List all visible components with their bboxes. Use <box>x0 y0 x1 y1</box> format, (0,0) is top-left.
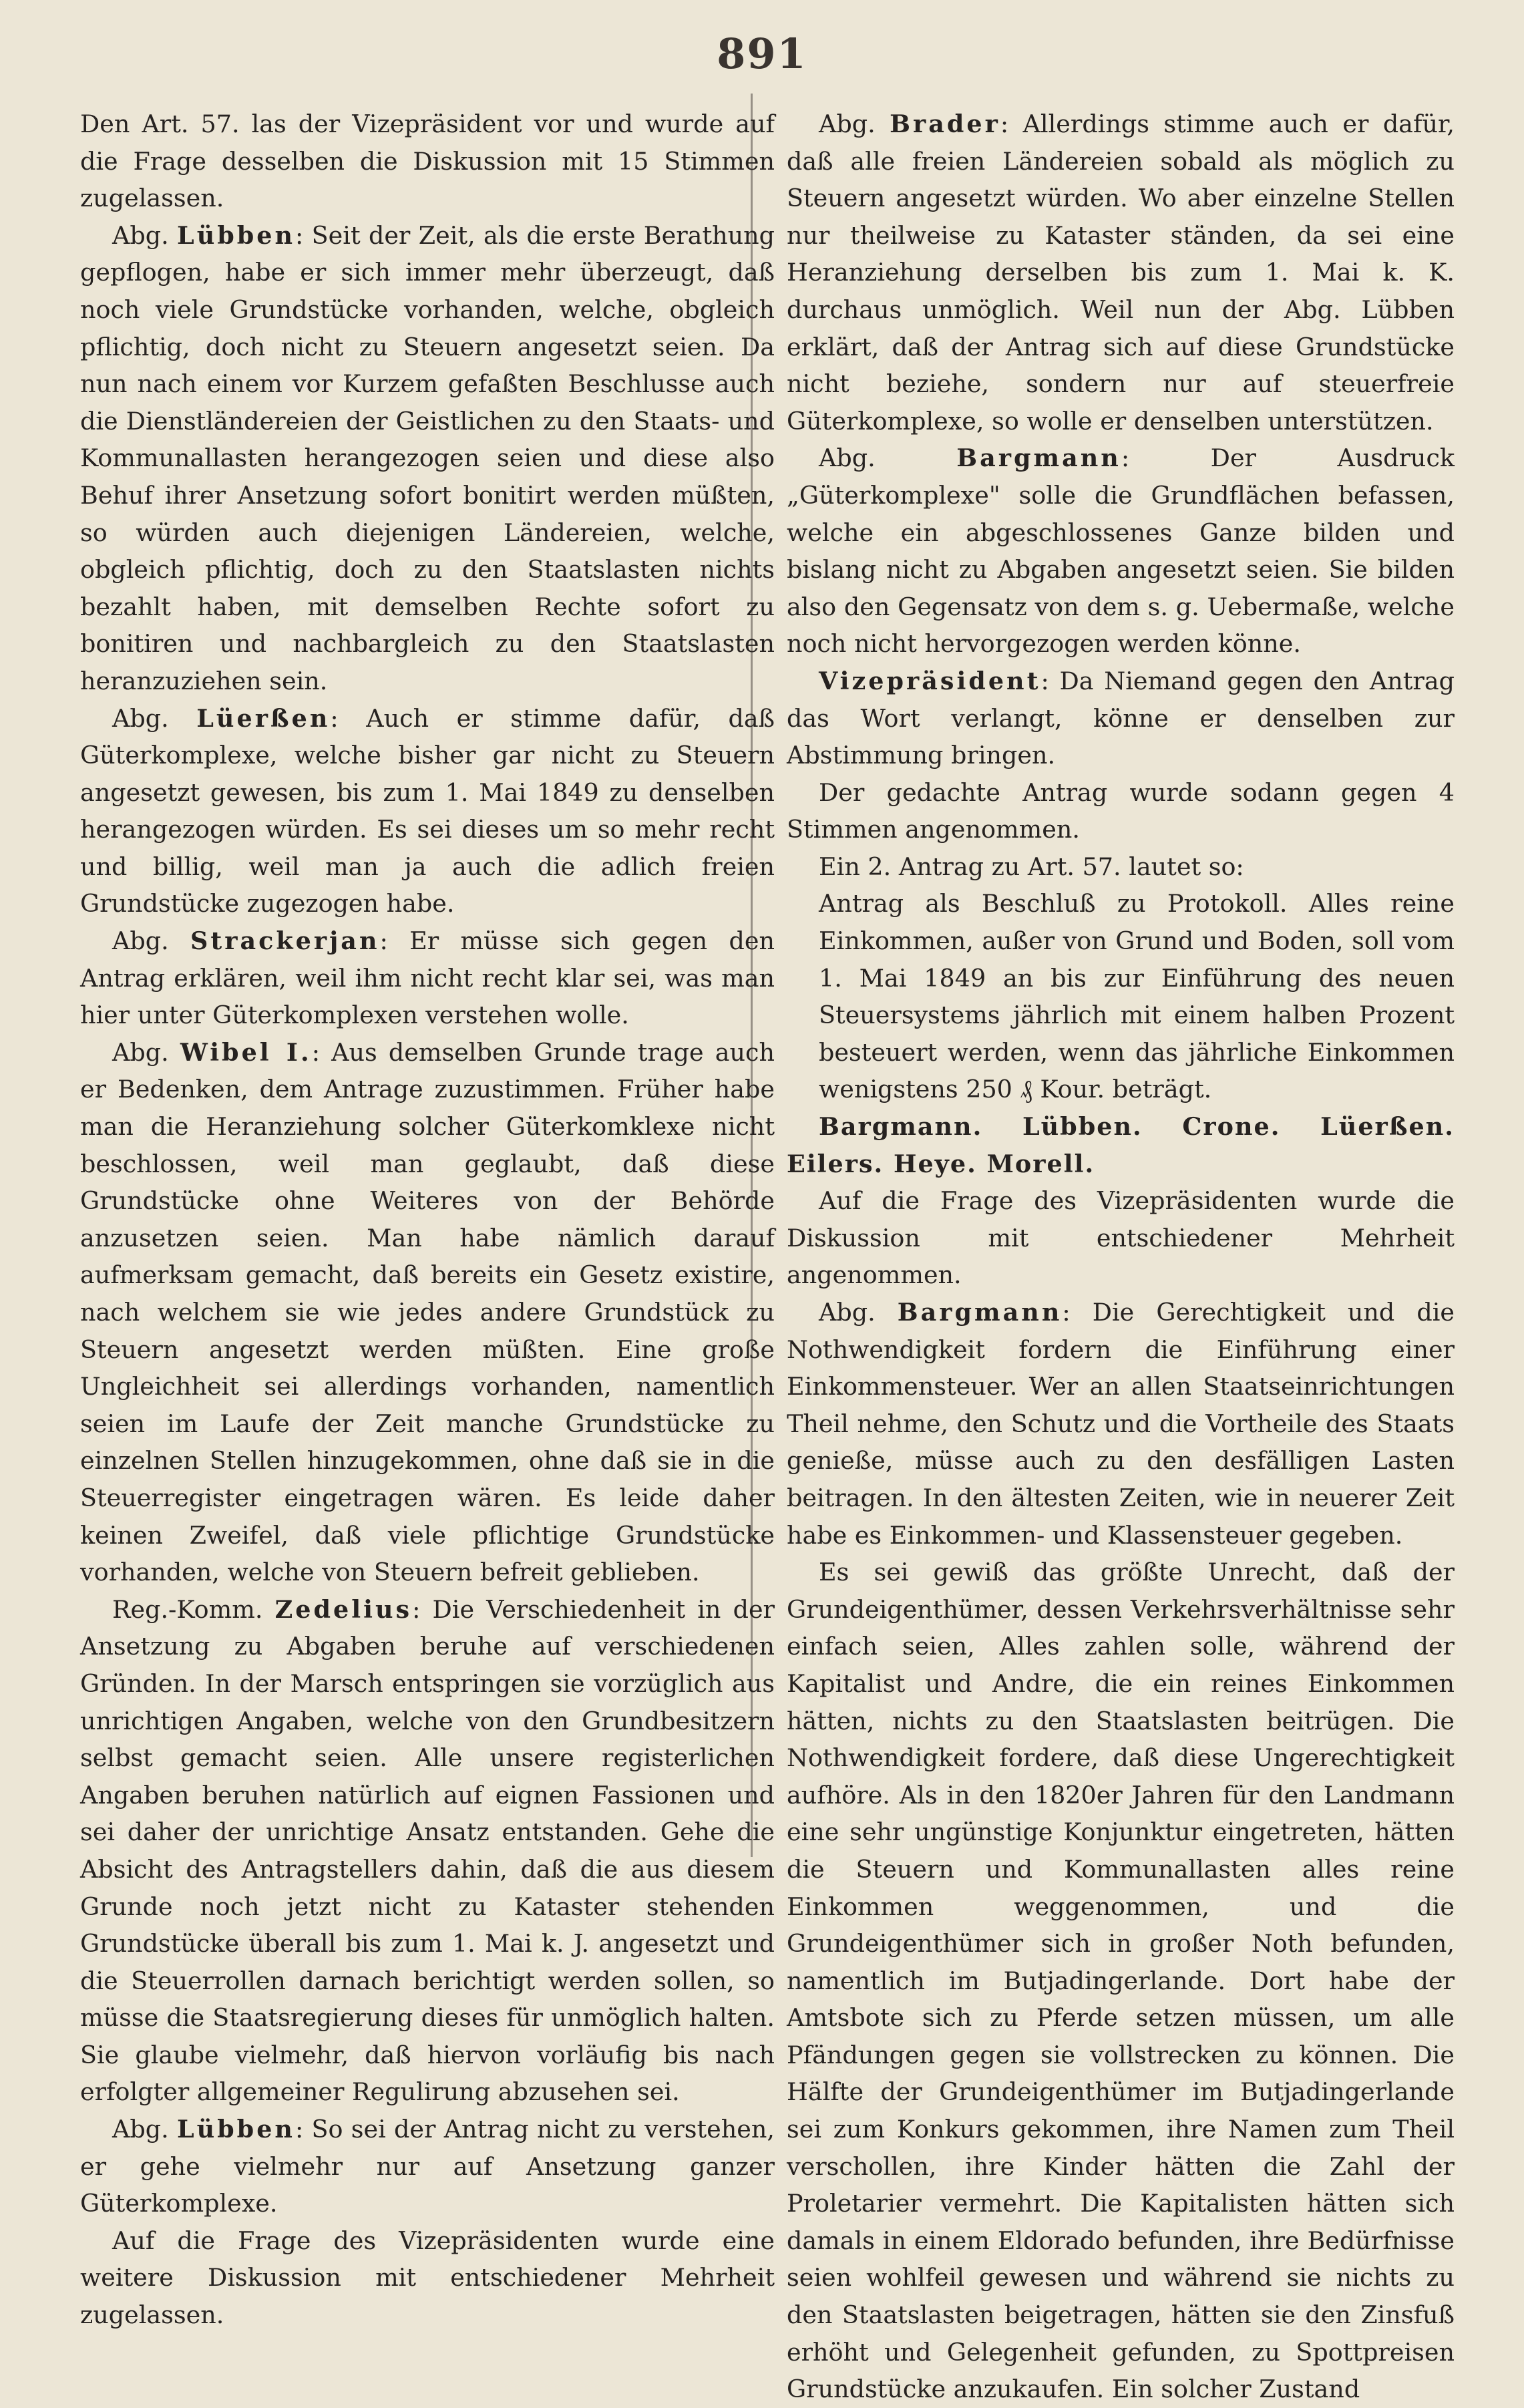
left-column <box>80 106 775 2334</box>
paragraph <box>787 774 1455 848</box>
paragraph-text: : Die Verschiedenheit in der Ansetzung zu Abgaben beruhe auf verschiedenen Gründen. In der Marsch entspringen sie vorzüglich aus unrichtigen Angaben, welche von den Grundbesitzern selbst gemacht seien. Alle unsere registerlichen Angaben beruhen natürlich auf eignen Fassionen und sei daher der unrichtige Ansatz entstanden. Gehe die Absicht des Antragstellers dahin, daß die aus diesem Grunde noch jetzt nicht zu Kataster stehenden Grundstücke überall bis zum 1. Mai k. J. angesetzt und die Steuerrollen darnach berichtigt werden sollen, so müsse die Staatsregierung dieses für unmöglich halten. Sie glaube vielmehr, daß hiervon vorläufig bis nach erfolgter allgemeiner Regulirung abzusehen sei. <box>80 1594 775 2107</box>
paragraph <box>787 1294 1455 1554</box>
paragraph <box>80 2222 775 2334</box>
paragraph-text: : So sei der Antrag nicht zu verstehen, er gehe vielmehr nur auf Ansetzung ganzer Güterkomplexe. <box>80 2115 775 2218</box>
paragraph-text: : Aus demselben Grunde trage auch er Bedenken, dem Antrage zuzustimmen. Früher habe man die Heranziehung solcher Güterkomklexe nicht beschlossen, weil man geglaubt, daß diese Grundstücke ohne Weiteres von der Behörde anzusetzen seien. Man habe nämlich darauf aufmerksam gemacht, daß bereits ein Gesetz existire, nach welchem sie wie jedes andere Grundstück zu Steuern angesetzt werden müßten. Eine große Ungleichheit sei allerdings vorhanden, namentlich seien im Laufe der Zeit manche Grundstücke zu einzelnen Stellen hinzugekommen, ohne daß sie in die Steuerregister eingetragen wären. Es leide daher keinen Zweifel, daß viele pflichtige Grundstücke vorhanden, welche von Steuern befreit geblieben. <box>80 1037 775 1587</box>
paragraph <box>80 1034 775 1591</box>
speaker-title: Abg. <box>112 220 178 250</box>
paragraph <box>80 922 775 1034</box>
speaker-name: Lübben <box>176 2115 295 2144</box>
paragraph <box>787 440 1455 663</box>
paragraph <box>80 106 775 217</box>
paragraph-text: Den Art. 57. las der Vizepräsident vor und wurde auf die Frage desselben die Diskussion mit 15 Stimmen zugelassen. <box>80 110 775 213</box>
speaker-title: Abg. <box>112 1037 180 1067</box>
paragraph <box>787 663 1455 774</box>
speaker-name: Strackerjan <box>190 926 380 956</box>
signatory-names: Bargmann. Lübben. Crone. Lüerßen. Eilers. Heye. Morell. <box>787 1112 1455 1178</box>
paragraph-text: : Auch er stimme dafür, daß Güterkomplexe, welche bisher gar nicht zu Steuern angesetzt gewesen, bis zum 1. Mai 1849 zu denselben herangezogen würden. Es sei dieses um so mehr recht und billig, weil man ja auch die adlich freien Grundstücke zugezogen habe. <box>80 703 775 918</box>
page-number: 891 <box>717 29 807 78</box>
paragraph <box>80 1591 775 2111</box>
speaker-name: Lüerßen <box>196 703 331 733</box>
speaker-title: Abg. <box>112 926 191 956</box>
speaker-name: Brader <box>890 110 1000 138</box>
speaker-title: Abg. <box>819 110 890 138</box>
speaker-name: Bargmann <box>956 444 1121 473</box>
speaker-title: Abg. <box>819 1298 898 1327</box>
paragraph-text: Auf die Frage des Vizepräsidenten wurde eine weitere Diskussion mit entschiedener Mehrheit zugelassen. <box>80 2226 775 2330</box>
paragraph-text: Auf die Frage des Vizepräsidenten wurde die Diskussion mit entschiedener Mehrheit angenommen. <box>787 1186 1455 1290</box>
paragraph <box>80 700 775 923</box>
speaker-title: Reg.-Komm. <box>112 1594 275 1624</box>
speaker-name: Lübben <box>177 220 296 250</box>
paragraph-text: Ein 2. Antrag zu Art. 57. lautet so: <box>819 852 1244 881</box>
signatories <box>787 1108 1455 1182</box>
speaker-name: Vizepräsident <box>819 666 1041 695</box>
paragraph <box>787 1554 1455 2408</box>
paragraph-text: : Seit der Zeit, als die erste Berathung gepflogen, habe er sich immer mehr überzeugt, daß noch viele Grundstücke vorhanden, welche, obgleich pflichtig, doch nicht zu Steuern angesetzt seien. Da nun nach einem vor Kurzem gefaßten Beschlusse auch die Dienstländereien der Geistlichen zu den Staats- und Kommunallasten herangezogen seien und diese also Behuf ihrer Ansetzung sofort bonitirt werden müßten, so würden auch diejenigen Ländereien, welche, obgleich pflichtig, doch zu den Staatslasten nichts bezahlt haben, mit demselben Rechte sofort zu bonitiren und nachbargleich zu den Staatslasten heranzuziehen sein. <box>80 220 775 695</box>
speaker-title: Abg. <box>112 703 197 733</box>
motion-quote <box>819 885 1455 1108</box>
speaker-title: Abg. <box>819 444 957 473</box>
paragraph-text: Antrag als Beschluß zu Protokoll. Alles reine Einkommen, außer von Grund und Boden, soll vom 1. Mai 1849 an bis zur Einführung des neuen Steuersystems jährlich mit einem halben Prozent besteuert werden, wenn das jährliche Einkommen wenigstens 250 ₰ Kour. beträgt. <box>819 889 1455 1104</box>
paragraph-text: : Die Gerechtigkeit und die Nothwendigkeit fordern die Einführung einer Einkommensteuer. Wer an allen Staatseinrichtungen Theil nehme, den Schutz und die Vortheile des Staats genieße, müsse auch zu den desfälligen Lasten beitragen. In den ältesten Zeiten, wie in neuerer Zeit habe es Einkommen- und Klassensteuer gegeben. <box>787 1298 1455 1550</box>
paragraph-text: Der gedachte Antrag wurde sodann gegen 4 Stimmen angenommen. <box>787 778 1455 844</box>
right-column <box>787 106 1455 2408</box>
paragraph-text: : Allerdings stimme auch er dafür, daß alle freien Ländereien sobald als möglich zu Steuern angesetzt würden. Wo aber einzelne Stellen nur theilweise zu Kataster ständen, da sei eine Heranziehung derselben bis zum 1. Mai k. K. durchaus unmöglich. Weil nun der Abg. Lübben erklärt, daß der Antrag sich auf diese Grundstücke nicht beziehe, sondern nur auf steuerfreie Güterkomplexe, so wolle er denselben unterstützen. <box>787 110 1455 436</box>
speaker-name: Zedelius <box>274 1594 413 1624</box>
speaker-name: Bargmann <box>897 1298 1063 1327</box>
paragraph <box>80 217 775 700</box>
paragraph <box>787 848 1455 886</box>
paragraph <box>787 106 1455 440</box>
paragraph-text: : Er müsse sich gegen den Antrag erklären, weil ihm nicht recht klar sei, was man hier unter Güterkomplexen verstehen wolle. <box>80 926 775 1030</box>
speaker-title: Abg. <box>112 2115 177 2144</box>
paragraph <box>80 2111 775 2222</box>
paragraph-text: : Der Ausdruck „Güterkomplexe" solle die Grundflächen befassen, welche ein abgeschlossenes Ganze bilden und bislang nicht zu Abgaben angesetzt seien. Sie bilden also den Gegensatz von dem s. g. Uebermaße, welche noch nicht hervorgezogen werden könne. <box>787 444 1455 659</box>
speaker-name: Wibel I. <box>180 1037 312 1067</box>
paragraph-text: Es sei gewiß das größte Unrecht, daß der Grundeigenthümer, dessen Verkehrsverhältnisse sehr einfach seien, Alles zahlen solle, während der Kapitalist und Andre, die ein reines Einkommen hätten, nichts zu den Staatslasten beitrügen. Die Nothwendigkeit fordere, daß diese Ungerechtigkeit aufhöre. Als in den 1820er Jahren für den Landmann eine sehr ungünstige Konjunktur eingetreten, hätten die Steuern und Kommunallasten alles reine Einkommen weggenommen, und die Grundeigenthümer sich in großer Noth befunden, namentlich im Butjadingerlande. Dort habe der Amtsbote sich zu Pferde setzen müssen, um alle Pfändungen gegen sie vollstrecken zu können. Die Hälfte der Grundeigenthümer im Butjadingerlande sei zum Konkurs gekommen, ihre Namen zum Theil verschollen, ihre Kinder hätten die Zahl der Proletarier vermehrt. Die Kapitalisten hätten sich damals in einem Eldorado befunden, ihre Bedürfnisse seien wohlfeil gewesen und während sie nichts zu den Staatslasten beigetragen, hätten sie den Zinsfuß erhöht und Gelegenheit gefunden, zu Spottpreisen Grundstücke anzukaufen. Ein solcher Zustand <box>787 1558 1455 2404</box>
paragraph <box>787 1182 1455 1294</box>
paragraph-text: : Da Niemand gegen den Antrag das Wort verlangt, könne er denselben zur Abstimmung bringen. <box>787 666 1455 770</box>
